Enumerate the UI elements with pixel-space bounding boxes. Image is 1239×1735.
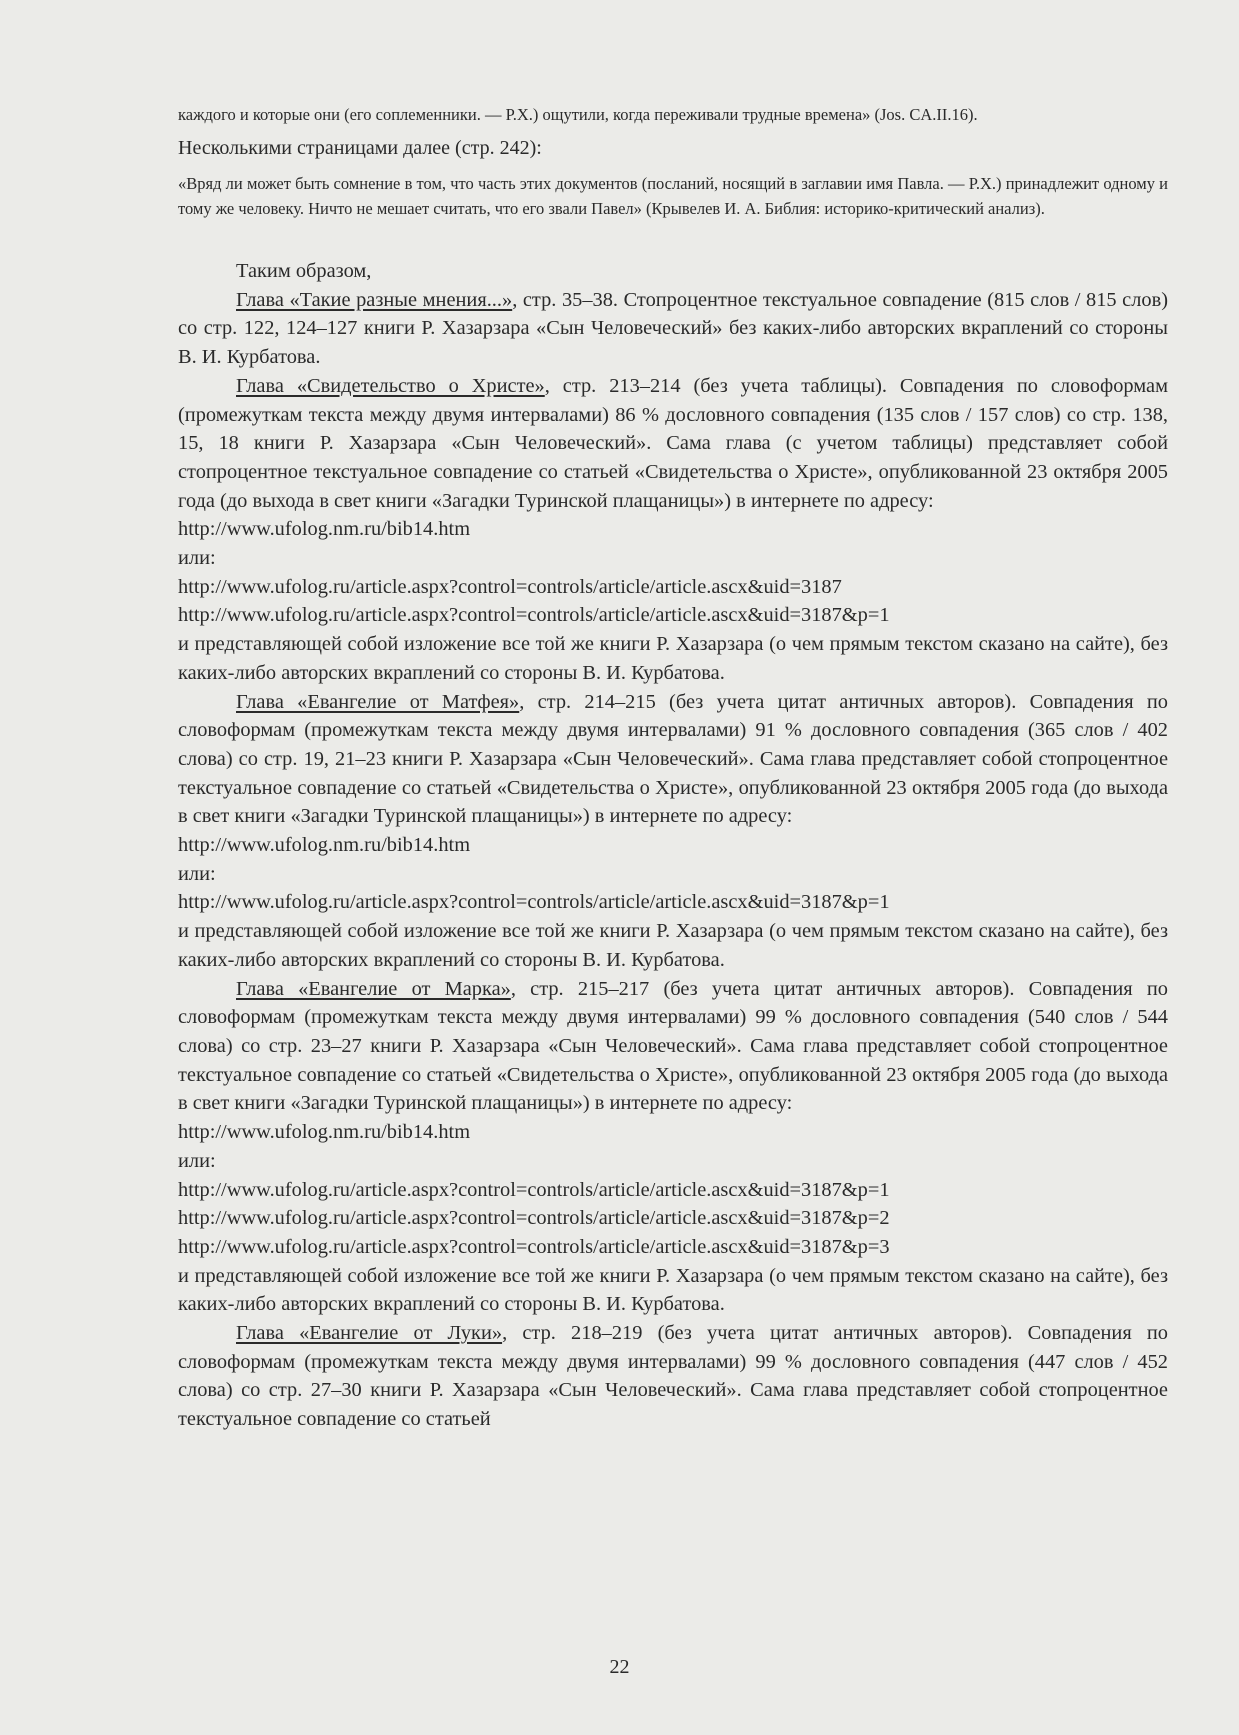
url-line: http://www.ufolog.ru/article.aspx?control=controls/article/article.ascx&uid=3187&p=1 xyxy=(178,604,890,627)
url-line: http://www.ufolog.nm.ru/bib14.htm xyxy=(178,834,471,857)
or-line: или: xyxy=(178,547,216,570)
section-text: , стр. 215–217 (без учета цитат античных авторов). Совпадения по словоформам (промежуткам текста между двумя интервалами) 99 % дословного совпадения (540 слов / 544 слова) со стр. 23–27 книги Р. Хазарзара «Сын Человеческий». Сама глава представляет собой стопроцентное текстуальное совпадение со статьей «Свидетельства о Христе», опубликованной 23 октября 2005 года (до выхода в свет книги «Загадки Туринской плащаницы») в интернете по адресу: xyxy=(178,977,1168,1115)
url-line: http://www.ufolog.ru/article.aspx?control=controls/article/article.ascx&uid=3187 xyxy=(178,575,842,598)
section-text: , стр. 214–215 (без учета цитат античных авторов). Совпадения по словоформам (промежуткам текста между двумя интервалами) 91 % дословного совпадения (365 слов / 402 слова) со стр. 19, 21–23 книги Р. Хазарзара «Сын Человеческий». Сама глава представляет собой стопроцентное текстуальное совпадение со статьей «Свидетельства о Христе», опубликованной 23 октября 2005 года (до выхода в свет книги «Загадки Туринской плащаницы») в интернете по адресу: xyxy=(178,690,1168,828)
section-title: Глава «Евангелие от Луки» xyxy=(236,1322,503,1345)
main-text xyxy=(178,257,1168,1434)
section-title: Глава «Такие разные мнения...» xyxy=(236,288,513,311)
summary-intro: Таким образом, xyxy=(236,260,372,282)
section-title: Глава «Евангелие от Матфея» xyxy=(236,690,520,713)
section-tail: и представляющей собой изложение все той же книги Р. Хазарзара (о чем прямым текстом сказано на сайте), без каких-либо авторских вкраплений со стороны В. И. Курбатова. xyxy=(178,920,1168,971)
page-number: 22 xyxy=(609,1656,630,1678)
section-tail: и представляющей собой изложение все той же книги Р. Хазарзара (о чем прямым текстом сказано на сайте), без каких-либо авторских вкраплений со стороны В. И. Курбатова. xyxy=(178,633,1168,684)
note-intro: Несколькими страницами далее (стр. 242): xyxy=(178,137,542,159)
page-content xyxy=(178,102,1168,1434)
section-text: , стр. 218–219 (без учета цитат античных авторов). Совпадения по словоформам (промежуткам текста между двумя интервалами) 99 % дословного совпадения (447 слов / 452 слова) со стр. 27–30 книги Р. Хазарзара «Сын Человеческий». Сама глава представляет собой стопроцентное текстуальное совпадение со статьей xyxy=(178,1322,1168,1431)
url-line: http://www.ufolog.nm.ru/bib14.htm xyxy=(178,518,471,541)
url-line: http://www.ufolog.ru/article.aspx?control=controls/article/article.ascx&uid=3187&p=2 xyxy=(178,1207,890,1230)
url-line: http://www.ufolog.ru/article.aspx?control=controls/article/article.ascx&uid=3187&p=1 xyxy=(178,1178,890,1201)
url-line: http://www.ufolog.nm.ru/bib14.htm xyxy=(178,1121,471,1144)
section-text: , стр. 35–38. Стопроцентное текстуальное совпадение (815 слов / 815 слов) со стр. 122, 124–127 книги Р. Хазарзара «Сын Человеческий» без каких-либо авторских вкраплений со стороны В. И. Курбатова. xyxy=(178,288,1169,369)
section-paragraph xyxy=(178,372,1168,516)
url-line: http://www.ufolog.ru/article.aspx?control=controls/article/article.ascx&uid=3187&p=3 xyxy=(178,1235,890,1258)
quote-top: каждого и которые они (его соплеменники. — Р.Х.) ощутили, когда переживали трудные времена» (Jos. CA.II.16). xyxy=(178,105,978,124)
or-line: или: xyxy=(178,862,216,885)
section-paragraph xyxy=(178,975,1168,1119)
section-paragraph xyxy=(178,1319,1168,1434)
url-line: http://www.ufolog.ru/article.aspx?control=controls/article/article.ascx&uid=3187&p=1 xyxy=(178,891,890,914)
section-paragraph xyxy=(178,688,1168,832)
section-title: Глава «Свидетельство о Христе» xyxy=(236,374,545,397)
section-paragraph xyxy=(178,286,1168,372)
section-tail: и представляющей собой изложение все той же книги Р. Хазарзара (о чем прямым текстом сказано на сайте), без каких-либо авторских вкраплений со стороны В. И. Курбатова. xyxy=(178,1264,1168,1316)
quote-bottom: «Вряд ли может быть сомнение в том, что часть этих документов (посланий, носящий в заглавии имя Павла. — Р.Х.) принадлежит одному и тому же человеку. Ничто не мешает считать, что его звали Павел» (Крывелев И. А. Библия: историко-критический анализ). xyxy=(178,174,1168,218)
section-text: , стр. 213–214 (без учета таблицы). Совпадения по словоформам (промежуткам текста между двумя интервалами) 86 % дословного совпадения (135 слов / 157 слов) со стр. 138, 15, 18 книги Р. Хазарзара «Сын Человеческий». Сама глава (с учетом таблицы) представляет собой стопроцентное текстуальное совпадение со статьей «Свидетельства о Христе», опубликованной 23 октября 2005 года (до выхода в свет книги «Загадки Туринской плащаницы») в интернете по адресу: xyxy=(178,374,1168,512)
or-line: или: xyxy=(178,1149,216,1172)
spacer xyxy=(178,221,1168,257)
section-title: Глава «Евангелие от Марка» xyxy=(236,977,511,1000)
